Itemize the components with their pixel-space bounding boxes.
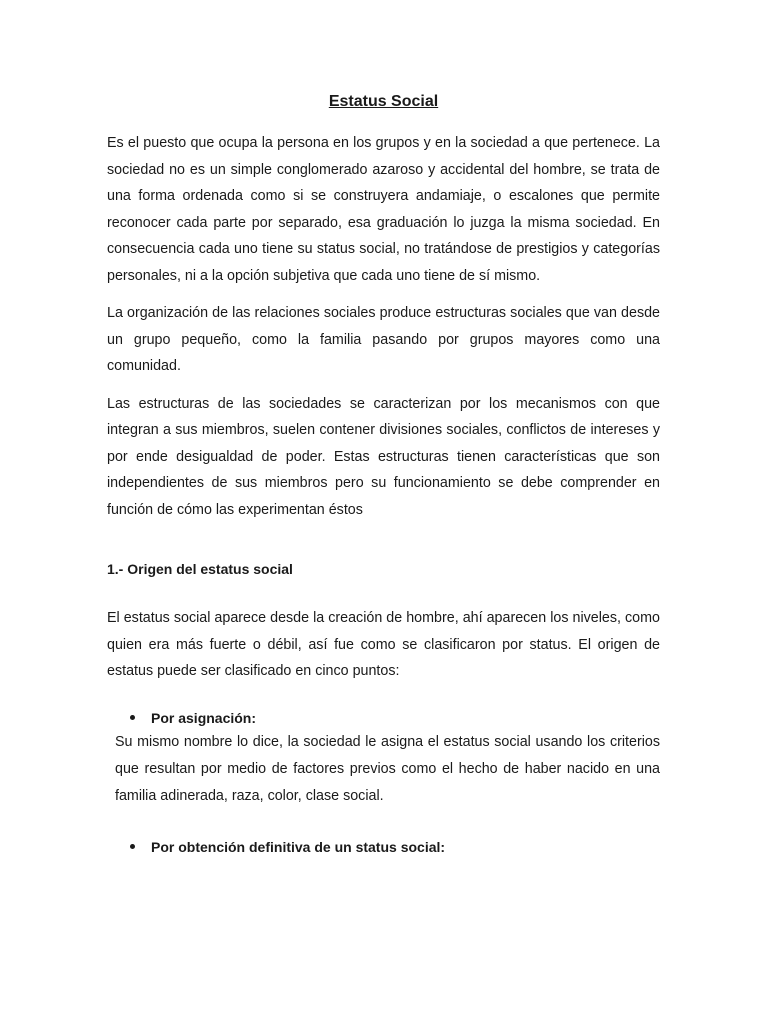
- bullet-icon: [130, 715, 135, 720]
- paragraph: Las estructuras de las sociedades se caracterizan por los mecanismos con que integran a sus miembros, suelen contener divisiones sociales, conflictos de intereses y por ende desigualdad de poder. Estas estructuras tienen características que son independientes de sus miembros pero su funcionamiento se debe comprender en función de cómo las experimentan éstos: [107, 395, 660, 518]
- paragraph: La organización de las relaciones sociales produce estructuras sociales que van desde un grupo pequeño, como la familia pasando por grupos mayores como una comunidad.: [107, 305, 660, 374]
- bullet-icon: [130, 844, 135, 849]
- document-title: Estatus Social: [328, 93, 439, 110]
- bullet-item: [130, 838, 660, 856]
- bullet-text: Su mismo nombre lo dice, la sociedad le asigna el estatus social usando los criterios que resultan por medio de factores previos como el hecho de haber nacido en una familia adinerada, raza, color, clase social.: [115, 733, 660, 804]
- section-intro: El estatus social aparece desde la creación de hombre, ahí aparecen los niveles, como quien era más fuerte o débil, así fue como se clasificaron por status. El origen de estatus puede ser clasificado en cinco puntos:: [107, 610, 660, 679]
- paragraph: Es el puesto que ocupa la persona en los grupos y en la sociedad a que pertenece. La sociedad no es un simple conglomerado azaroso y accidental del hombre, se trata de una forma ordenada como si se construyera andamiaje, o escalones que permite reconocer cada parte por separado, esa graduación lo juzga la misma sociedad. En consecuencia cada uno tiene su status social, no tratándose de prestigios y categorías personales, ni a la opción subjetiva que cada uno tiene de sí mismo.: [107, 135, 660, 284]
- bullet-item: [130, 709, 660, 727]
- bullet-label: Por asignación:: [151, 709, 257, 726]
- section-heading: 1.- Origen del estatus social: [107, 561, 293, 577]
- bullet-label: Por obtención definitiva de un status social:: [151, 838, 446, 855]
